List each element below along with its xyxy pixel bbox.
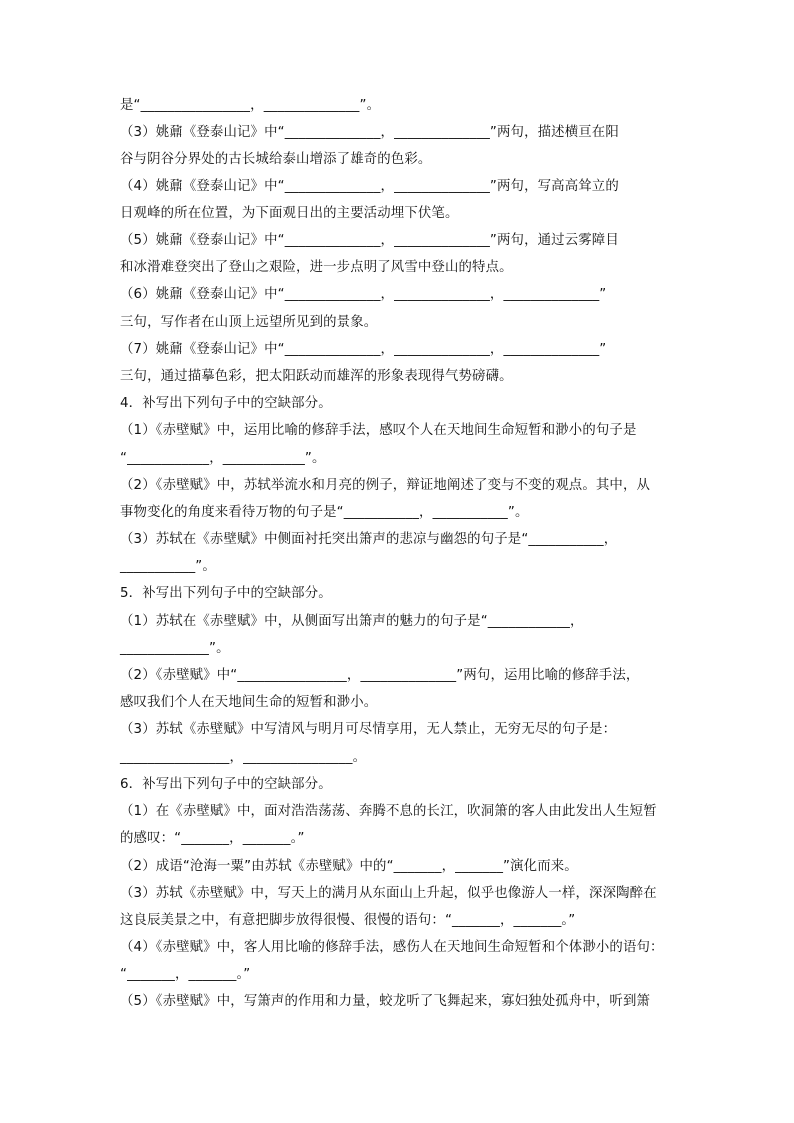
text-line: （4）姚鼐《登泰山记》中“______________，______________”两句，写高高耸立的 — [120, 179, 619, 194]
text-line: 这良辰美景之中，有意把脚步放得很慢、很慢的语句：“_______，_______。” — [120, 913, 576, 928]
text-line: 是“________________，______________”。 — [120, 98, 381, 113]
text-line: （1）在《赤壁赋》中，面对浩浩荡荡、奔腾不息的长江，吹洞箫的客人由此发出人生短暂 — [120, 804, 657, 819]
text-line: 感叹我们个人在天地间生命的短暂和渺小。 — [120, 695, 378, 710]
question-heading: 6．补写出下列句子中的空缺部分。 — [120, 777, 332, 792]
text-line: 日观峰的所在位置，为下面观日出的主要活动埋下伏笔。 — [120, 206, 459, 221]
text-line: “_______，_______。” — [120, 967, 251, 982]
text-line: 三句，写作者在山顶上远望所见到的景象。 — [120, 315, 378, 330]
text-line: 事物变化的角度来看待万物的句子是“___________，___________”。 — [120, 505, 529, 520]
text-line: （6）姚鼐《登泰山记》中“______________，______________，______________” — [120, 287, 607, 302]
text-line: （3）苏轼《赤壁赋》中写清风与明月可尽情享用，无人禁止，无穷无尽的句子是： — [120, 722, 617, 737]
question-heading: 4．补写出下列句子中的空缺部分。 — [120, 396, 332, 411]
text-line: 的感叹：“_______，_______。” — [120, 831, 305, 846]
text-line: ________________，________________。 — [120, 750, 367, 765]
text-line: ___________”。 — [120, 559, 216, 574]
text-line: （1）苏轼在《赤壁赋》中，从侧面写出箫声的魅力的句子是“____________， — [120, 614, 584, 629]
text-line: （1）《赤壁赋》中，运用比喻的修辞手法，感叹个人在天地间生命短暂和渺小的句子是 — [120, 423, 637, 438]
question-heading: 5．补写出下列句子中的空缺部分。 — [120, 586, 332, 601]
text-line: “____________，____________”。 — [120, 451, 326, 466]
text-line: _____________”。 — [120, 641, 230, 656]
text-line: （5）姚鼐《登泰山记》中“______________，______________”两句，通过云雾障目 — [120, 233, 619, 248]
text-line: （2）《赤壁赋》中，苏轼举流水和月亮的例子，辩证地阐述了变与不变的观点。其中，从 — [120, 478, 651, 493]
text-line: （2）成语“沧海一粟”由苏轼《赤壁赋》中的“_______，_______”演化而来。 — [120, 859, 578, 874]
text-line: （5）《赤壁赋》中，写箫声的作用和力量，蛟龙听了飞舞起来，寡妇独处孤舟中，听到箫 — [120, 994, 651, 1009]
text-line: （7）姚鼐《登泰山记》中“______________，______________，______________” — [120, 342, 607, 357]
text-line: 谷与阴谷分界处的古长城给泰山增添了雄奇的色彩。 — [120, 152, 432, 167]
text-line: （4）《赤壁赋》中，客人用比喻的修辞手法，感伤人在天地间生命短暂和个体渺小的语句： — [120, 940, 664, 955]
text-line: 和冰滑难登突出了登山之艰险，进一步点明了风雪中登山的特点。 — [120, 260, 513, 275]
text-line: （3）苏轼在《赤壁赋》中侧面衬托突出箫声的悲凉与幽怨的句子是“___________， — [120, 532, 618, 547]
text-line: （3）姚鼐《登泰山记》中“______________，______________”两句，描述横亘在阳 — [120, 125, 619, 140]
text-line: （3）苏轼《赤壁赋》中，写天上的满月从东面山上升起，似乎也像游人一样，深深陶醉在 — [120, 886, 657, 901]
text-line: 三句，通过描摹色彩，把太阳跃动而雄浑的形象表现得气势磅礴。 — [120, 369, 513, 384]
text-line: （2）《赤壁赋》中“________________，______________”两句，运用比喻的修辞手法， — [120, 668, 640, 683]
